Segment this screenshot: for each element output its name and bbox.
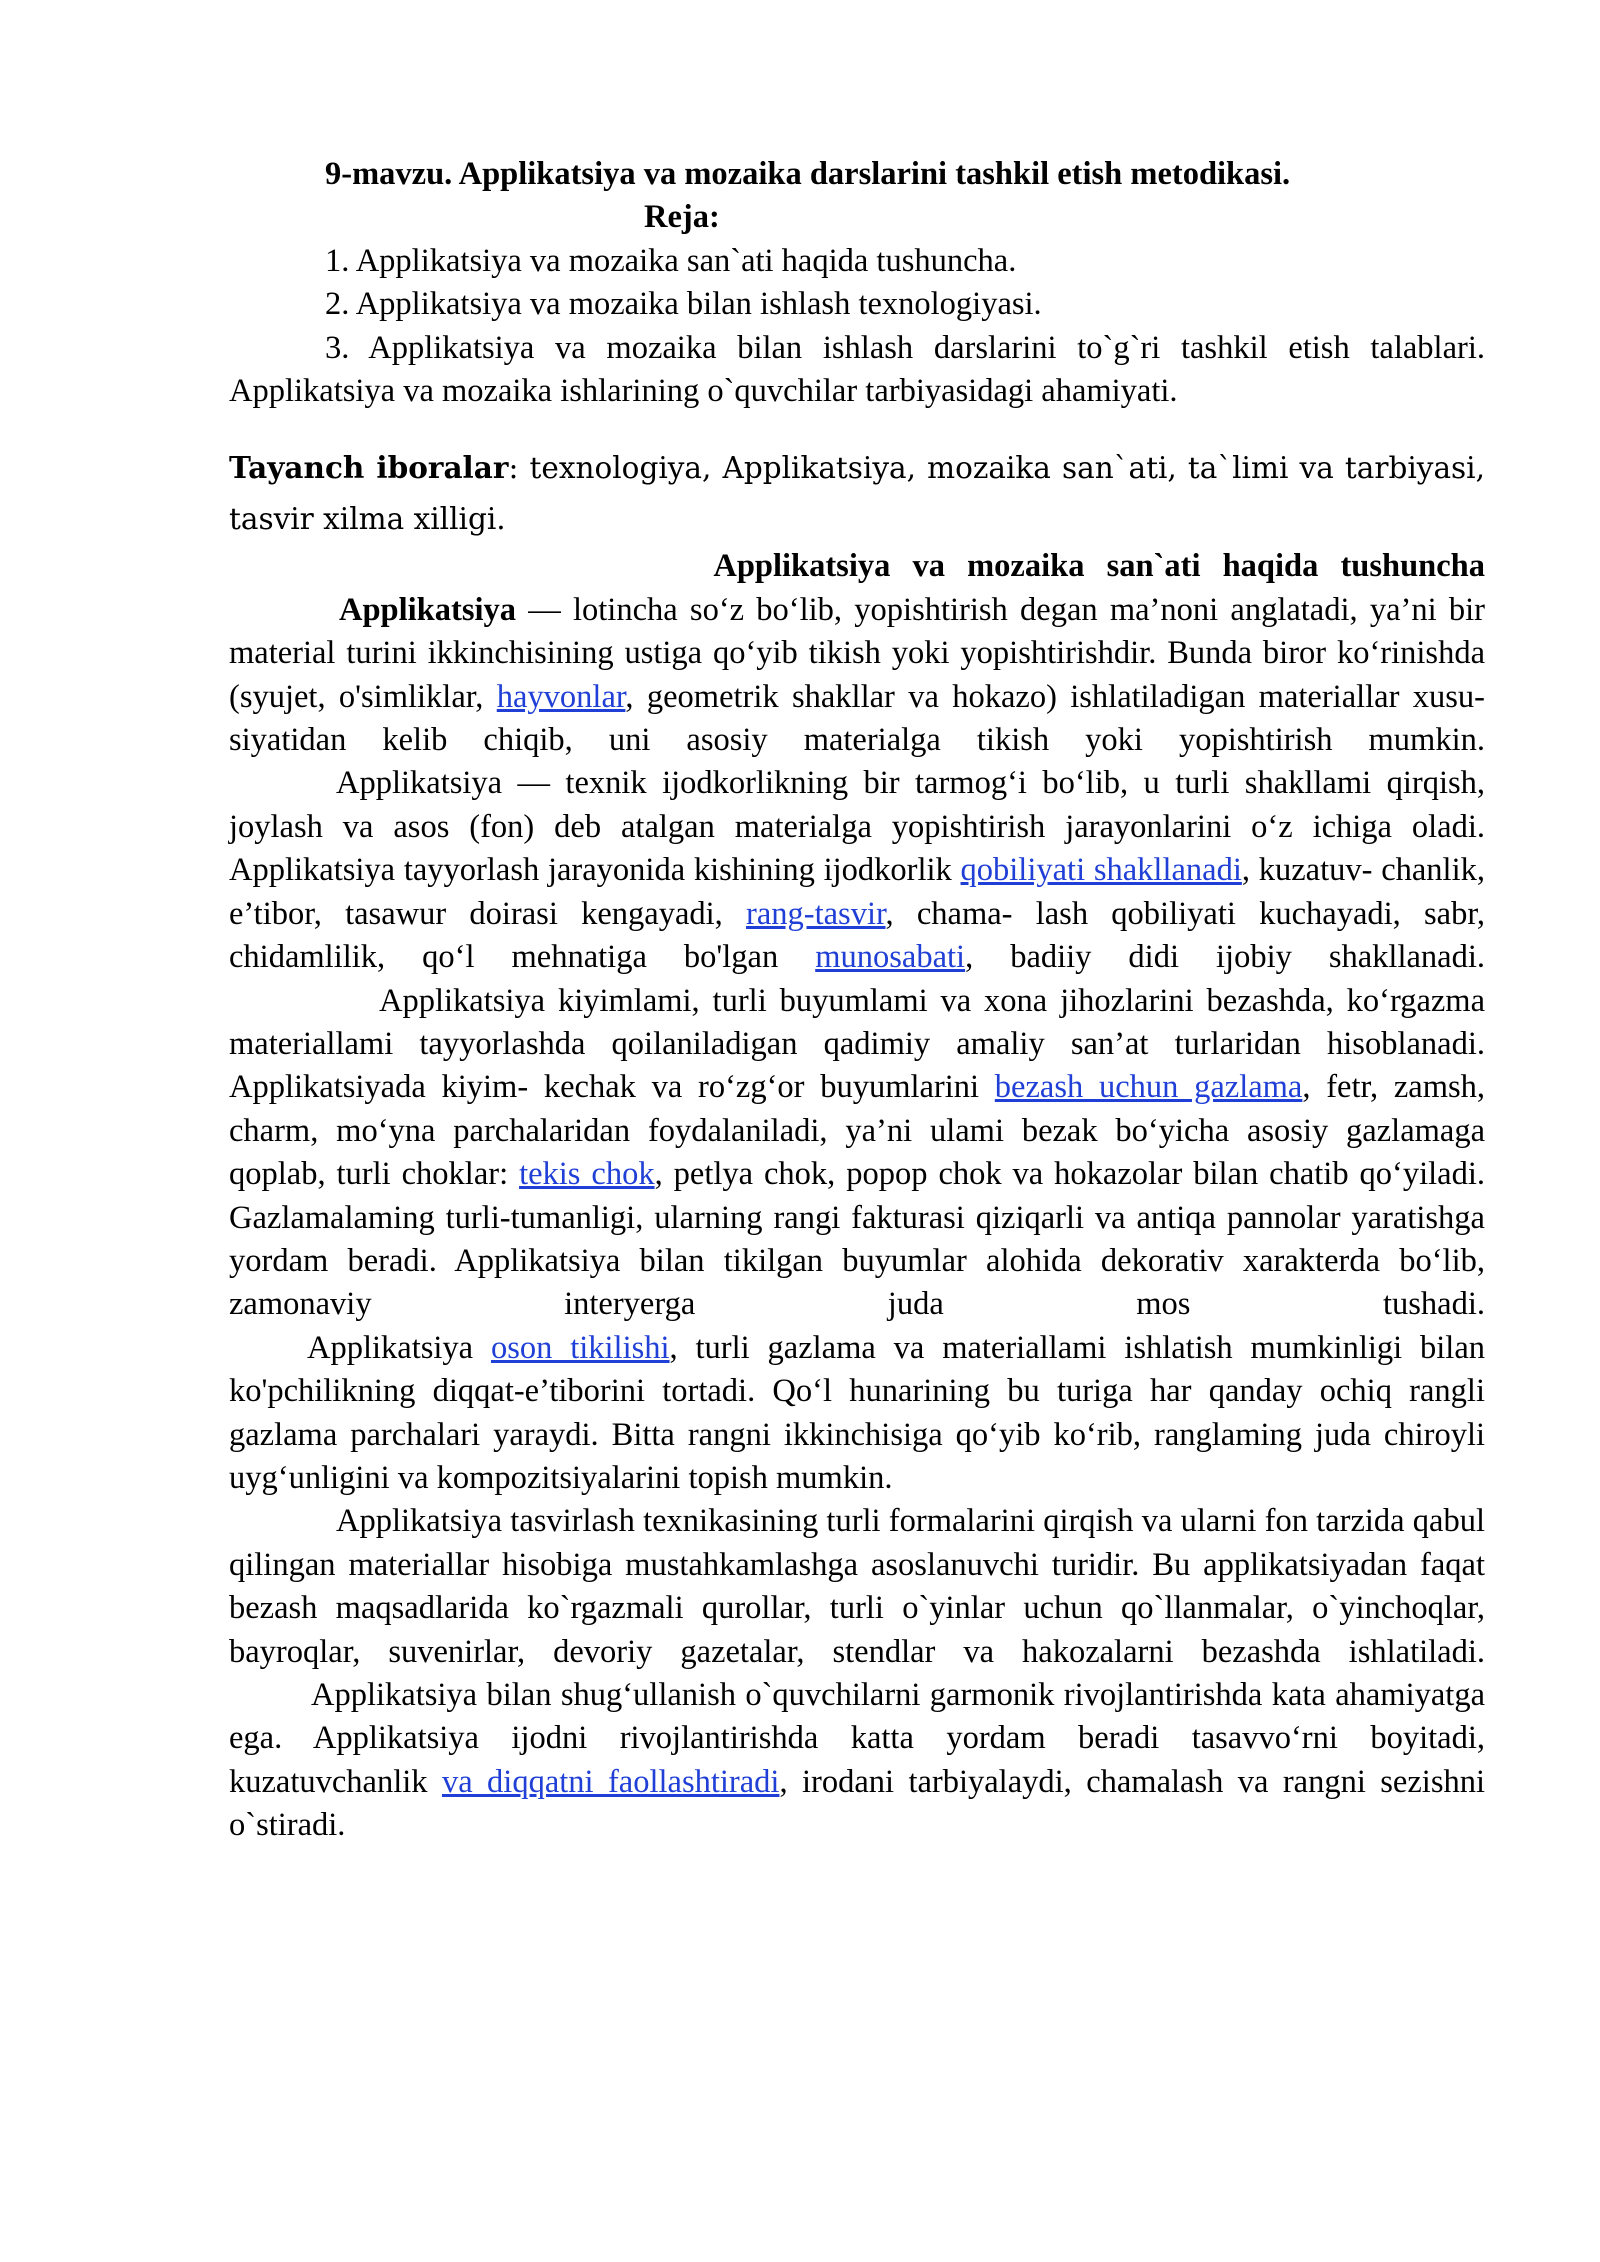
- link-munosabati[interactable]: munosabati: [815, 939, 966, 976]
- term-applikatsiya: Applikatsiya: [339, 591, 517, 628]
- paragraph-6: [229, 1674, 1485, 1848]
- paragraph-4: [229, 1327, 1485, 1501]
- paragraph-2-text-c: , chama- lash qobiliyati kuchayadi, sabr, chidamlilik, qo‘l mehnatiga bo'lgan: [229, 895, 1485, 976]
- paragraph-1-text-b: , geometrik shakllar va hokazo) ishlatiladigan materiallar xususiyatidan kelib chiqib, uni asosiy materialga tikish yoki yopishtirish mumkin.: [229, 678, 1485, 759]
- paragraph-1-text-a: — lotincha so‘z bo‘lib, yopishtirish degan ma’noni anglatadi, ya’ni bir material turini ikkinchisining ustiga qo‘yib tikish yoki yopishtirishdir. Bunda biror ko‘rinishda (syujet, o'simliklar,: [229, 591, 1485, 715]
- link-rang-tasvir[interactable]: rang-tasvir: [746, 895, 886, 932]
- paragraph-4-text-a: Applikatsiya: [307, 1329, 491, 1366]
- keywords-paragraph: [229, 442, 1485, 545]
- paragraph-2: [229, 762, 1485, 979]
- section-title: Applikatsiya va mozaika san`ati haqida tushuncha: [713, 548, 1485, 585]
- keywords-colon: :: [508, 451, 519, 486]
- link-bezash-uchun-gazlama[interactable]: bezash uchun gazlama: [994, 1069, 1303, 1106]
- plan-item-1: 1. Applikatsiya va mozaika san`ati haqida tushuncha.: [325, 242, 1017, 279]
- keywords-label: Tayanch iboralar: [229, 450, 509, 486]
- plan-item-3: 3. Applikatsiya va mozaika bilan ishlash darslarini to`g`ri tashkil etish talablari. Applikatsiya va mozaika ishlarining o`quvchilar tarbiyasidagi ahamiyati.: [229, 329, 1485, 410]
- paragraph-2-text-b: , kuzatuv- chanlik, e’tibor, tasawur doirasi kengayadi,: [229, 852, 1485, 932]
- keywords-text: texnologiya, Applikatsiya, mozaika san`ati, ta`limi va tarbiyasi, tasvir xilma xilligi.: [229, 451, 1485, 537]
- paragraph-6-text-b: , irodani tarbiyalaydi, chamalash va rangni sezishni o`stiradi.: [229, 1763, 1485, 1844]
- link-qobiliyati-shakllanadi[interactable]: qobiliyati shakllanadi: [960, 852, 1242, 889]
- paragraph-3: [229, 980, 1485, 1327]
- document-body: [229, 153, 1485, 1848]
- plan-item-2: 2. Applikatsiya va mozaika bilan ishlash texnologiyasi.: [325, 286, 1042, 323]
- link-tekis-chok[interactable]: tekis chok: [519, 1156, 655, 1193]
- paragraph-3-text-b: , fetr, zamsh, charm, mo‘yna parchalaridan foydalaniladi, ya’ni ulami bezak bo‘yicha asosiy gazlamaga qoplab, turli choklar:: [229, 1069, 1486, 1193]
- paragraph-3-text-c: , petlya chok, popop chok va hokazolar bilan chatib qo‘yiladi. Gazlamalaming turli-tumanligi, ularning rangi fakturasi qiziqarli va antiqa pannolar yaratishga yordam beradi. Applikatsiya bilan tikilgan buyumlar alohida dekorativ xarakterda bo‘lib, zamonaviy interyerga juda mos tushadi.: [229, 1156, 1485, 1323]
- link-hayvonlar[interactable]: hayvonlar: [496, 678, 626, 715]
- paragraph-1: [229, 589, 1485, 763]
- paragraph-3-text-a: Applikatsiya kiyimlami, turli buyumlami va xona jihozlarini bezashda, ko‘rgazma materiallami tayyorlashda qoilaniladigan qadimiy amaliy san’at turlaridan hisoblanadi. Applikatsiyada kiyim- kechak va ro‘zg‘or buyumlarini: [229, 982, 1485, 1106]
- topic-title: 9-mavzu. Applikatsiya va mozaika darslarini tashkil etish metodikasi.: [325, 156, 1291, 192]
- paragraph-2-text-a: Applikatsiya — texnik ijodkorlikning bir tarmog‘i bo‘lib, u turli shakllami qirqish, joylash va asos (fon) deb atalgan materialga yopishtirish jarayonlarini o‘z ichiga oladi. Applikatsiya tayyorlash jarayonida kishining ijodkorlik: [229, 765, 1485, 889]
- link-va-diqqatni-faollashtiradi[interactable]: va diqqatni faollashtiradi: [441, 1763, 780, 1800]
- link-oson-tikilishi[interactable]: oson tikilishi: [490, 1329, 670, 1366]
- plan-title: Reja:: [644, 199, 720, 236]
- paragraph-6-text-a: Applikatsiya bilan shug‘ullanish o`quvchilarni garmonik rivojlantirishda kata ahamiyatga ega. Applikatsiya ijodni rivojlantirishda katta yordam beradi tasavvo‘rni boyitadi, kuzatuvchanlik: [229, 1677, 1485, 1800]
- paragraph-4-text-b: , turli gazlama va materiallami ishlatish mumkinligi bilan ko'pchilikning diqqat-e’tiborini tortadi. Qo‘l hunarining bu turiga har qanday ochiq rangli gazlama parchalari yaraydi. Bitta rangni ikkinchisiga qo‘yib ko‘rib, ranglaming juda chiroyli uyg‘unligini va kompozitsiyalarini topish mumkin.: [229, 1329, 1486, 1496]
- paragraph-2-text-d: , badiiy didi ijobiy shakllanadi.: [965, 939, 1485, 976]
- paragraph-5: Applikatsiya tasvirlash texnikasining turli formalarini qirqish va ularni fon tarzida qabul qilingan materiallar hisobiga mustahkamlashga asoslanuvchi turidir. Bu applikatsiyadan faqat bezash maqsadlarida ko`rgazmali qurollar, turli o`yinlar uchun qo`llanmalar, o`yinchoqlar, bayroqlar, suvenirlar, devoriy gazetalar, stendlar va hakozalarni bezashda ishlatiladi.: [229, 1503, 1485, 1670]
